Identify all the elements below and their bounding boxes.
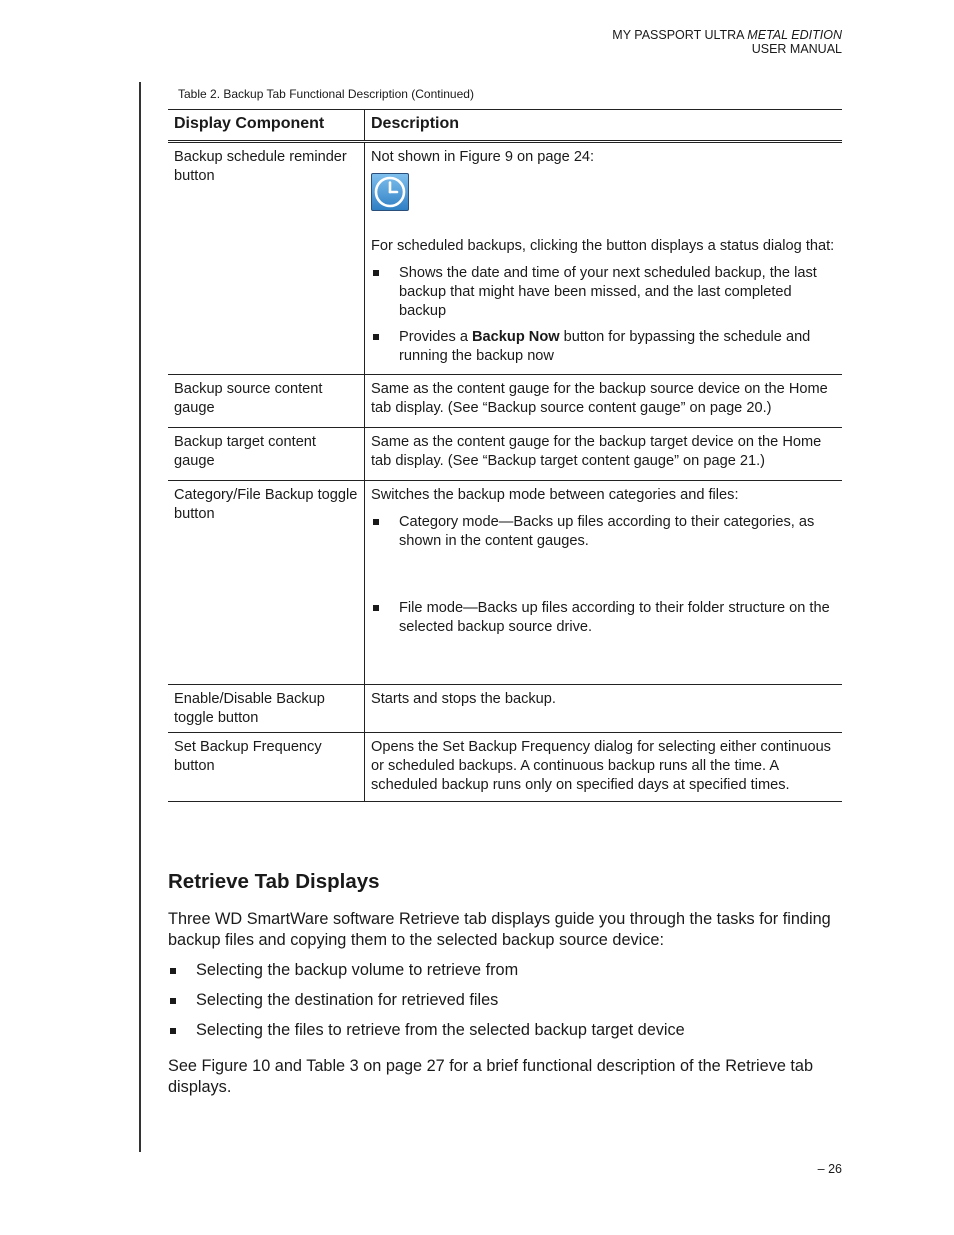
description-cell: Opens the Set Backup Frequency dialog for selecting either continuous or scheduled backups. A continuous backup runs all the time. A scheduled backup runs only on specified days at specified times. xyxy=(365,733,843,802)
column-header-description: Description xyxy=(365,110,843,142)
description-cell: Same as the content gauge for the backup source device on the Home tab display. (See “Backup source content gauge” on page 20.) xyxy=(365,375,843,428)
list-item: Shows the date and time of your next scheduled backup, the last backup that might have been missed, and the last completed backup xyxy=(371,264,836,321)
page-number: – 26 xyxy=(817,1162,842,1176)
table-header-row xyxy=(168,110,842,142)
description-text: Not shown in Figure 9 on page 24: xyxy=(371,149,595,165)
bullet-list xyxy=(371,264,836,366)
component-cell: Enable/Disable Backup toggle button xyxy=(168,685,365,733)
list-item: Provides a Backup Now button for bypassing the schedule and running the backup now xyxy=(371,328,836,366)
retrieve-task-list xyxy=(168,960,685,1050)
component-cell: Backup target content gauge xyxy=(168,428,365,481)
component-cell: Category/File Backup toggle button xyxy=(168,481,365,685)
section-outro: See Figure 10 and Table 3 on page 27 for a brief functional description of the Retrieve tab displays. xyxy=(168,1057,814,1096)
backup-tab-table xyxy=(168,109,842,802)
backup-schedule-reminder-button xyxy=(371,173,409,211)
table-row xyxy=(168,685,842,733)
description-cell: Starts and stops the backup. xyxy=(365,685,843,733)
description-cell xyxy=(365,142,843,375)
header-italic: METAL EDITION xyxy=(747,28,842,42)
bullet-list xyxy=(371,513,836,637)
component-cell: Backup source content gauge xyxy=(168,375,365,428)
table-caption: Table 2. Backup Tab Functional Description (Continued) xyxy=(178,87,474,101)
table-row xyxy=(168,428,842,481)
section-title: Retrieve Tab Displays xyxy=(168,870,380,893)
list-item: Selecting the backup volume to retrieve from xyxy=(168,960,685,981)
clock-icon xyxy=(372,174,408,210)
list-item: Category mode—Backs up files according to their categories, as shown in the content gauges. xyxy=(371,513,836,551)
list-item: Selecting the destination for retrieved files xyxy=(168,990,685,1011)
page-header xyxy=(612,28,842,56)
description-cell xyxy=(365,481,843,685)
section-intro: Three WD SmartWare software Retrieve tab displays guide you through the tasks for finding backup files and copying them to the selected backup source device: xyxy=(168,910,831,949)
component-cell: Set Backup Frequency button xyxy=(168,733,365,802)
table-row xyxy=(168,375,842,428)
header-line-2: USER MANUAL xyxy=(751,42,842,56)
table-row xyxy=(168,481,842,685)
table-row xyxy=(168,733,842,802)
list-item: File mode—Backs up files according to their folder structure on the selected backup source drive. xyxy=(371,599,836,637)
description-text: For scheduled backups, clicking the button displays a status dialog that: xyxy=(371,238,835,254)
header-line-1: MY PASSPORT ULTRA METAL EDITION xyxy=(612,28,842,42)
list-item: Selecting the files to retrieve from the selected backup target device xyxy=(168,1020,685,1041)
table-row xyxy=(168,142,842,375)
description-text: Switches the backup mode between categories and files: xyxy=(371,487,739,503)
margin-rule xyxy=(139,82,141,1152)
description-cell: Same as the content gauge for the backup target device on the Home tab display. (See “Backup target content gauge” on page 21.) xyxy=(365,428,843,481)
component-cell: Backup schedule reminder button xyxy=(168,142,365,375)
column-header-component: Display Component xyxy=(168,110,365,142)
backup-now-label: Backup Now xyxy=(472,329,560,345)
